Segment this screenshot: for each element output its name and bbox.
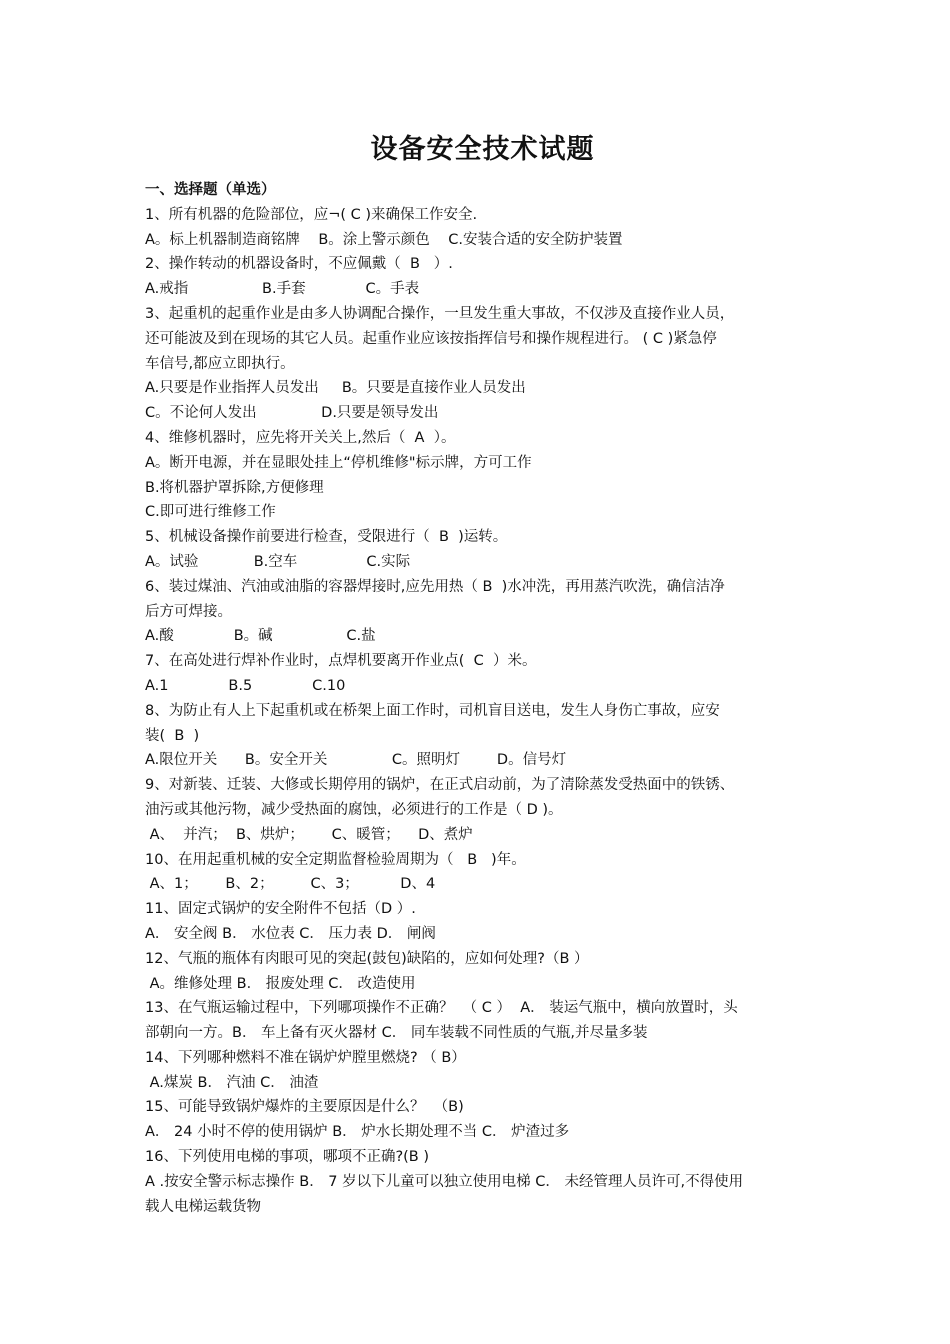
text-line: 7、在高处进行焊补作业时，点焊机要离开作业点( C ）米。 — [145, 653, 537, 670]
text-line: A． 24 小时不停的使用锅炉 B． 炉水长期处理不当 C． 炉渣过多 — [145, 1124, 570, 1141]
text-line: A.酸 B。碱 C.盐 — [145, 628, 376, 645]
text-line: A.限位开关 B。安全开关 C。照明灯 D。信号灯 — [145, 752, 567, 769]
text-line: 15、可能导致锅炉爆炸的主要原因是什么？ （B) — [145, 1099, 464, 1116]
text-line: A。维修处理 B． 报废处理 C． 改造使用 — [145, 975, 416, 992]
document-title: 设备安全技术试题 — [370, 134, 595, 165]
text-line: B.将机器护罩拆除,方便修理 — [145, 479, 324, 496]
text-line: 油污或其他污物，减少受热面的腐蚀，必须进行的工作是（ D )。 — [145, 801, 563, 818]
text-line: 5、机械设备操作前要进行检查，受限进行（ B )运转。 — [145, 529, 508, 546]
text-line: 8、为防止有人上下起重机或在桥架上面工作时，司机盲目送电，发生人身伤亡事故，应安 — [145, 702, 720, 719]
text-line: A． 安全阀 B． 水位表 C． 压力表 D． 闸阀 — [145, 925, 436, 942]
section-heading: 一、选择题（单选） — [145, 182, 276, 198]
text-line: A .按安全警示标志操作 B． 7 岁以下儿童可以独立使用电梯 C． 未经管理人员许可,不得使用 — [145, 1173, 744, 1190]
text-line: C.即可进行维修工作 — [145, 504, 276, 521]
text-line: 还可能波及到在现场的其它人员。起重作业应该按指挥信号和操作规程进行。 ( C )紧急停 — [145, 330, 717, 347]
text-line: 13、在气瓶运输过程中，下列哪项操作不正确？ （ C ） A． 装运气瓶中，横向放置时，头 — [145, 1000, 738, 1017]
text-line: A.1 B.5 C.10 — [145, 677, 346, 694]
text-line: 后方可焊接。 — [145, 603, 232, 620]
text-line: 部朝向一方。B． 车上备有灭火器材 C． 同车装载不同性质的气瓶,并尽量多装 — [145, 1025, 648, 1042]
text-line: C。不论何人发出 D.只要是领导发出 — [145, 405, 439, 422]
text-line: A、 并汽； B、烘炉； C、暖管； D、煮炉 — [145, 826, 473, 843]
question-list — [145, 203, 820, 1220]
text-line: 6、装过煤油、汽油或油脂的容器焊接时,应先用热（ B )水冲洗，再用蒸汽吹洗，确信洁净 — [145, 578, 725, 595]
text-line: 11、固定式锅炉的安全附件不包括（D ）. — [145, 901, 416, 918]
text-line: 14、下列哪种燃料不准在锅炉炉膛里燃烧? （ B） — [145, 1049, 466, 1066]
document-page — [145, 130, 820, 1219]
text-line: 2、操作转动的机器设备时，不应佩戴（ B ）. — [145, 256, 453, 273]
text-line: 车信号,都应立即执行。 — [145, 355, 295, 372]
text-line: A。断开电源，并在显眼处挂上“停机维修"标示牌，方可工作 — [145, 454, 532, 471]
text-line: A.戒指 B.手套 C。手表 — [145, 281, 420, 298]
text-line: 3、起重机的起重作业是由多人协调配合操作，一旦发生重大事故，不仅涉及直接作业人员， — [145, 305, 735, 322]
text-line: 9、对新装、迁装、大修或长期停用的锅炉，在正式启动前，为了清除蒸发受热面中的铁锈、 — [145, 777, 735, 794]
text-line: A。试验 B.空车 C.实际 — [145, 553, 411, 570]
text-line: 1、所有机器的危险部位，应¬( C )来确保工作安全. — [145, 206, 478, 223]
text-line: 12、气瓶的瓶体有肉眼可见的突起(鼓包)缺陷的，应如何处理?（B ） — [145, 950, 589, 967]
text-line: A。标上机器制造商铭牌 B。涂上警示颜色 C.安装合适的安全防护装置 — [145, 231, 623, 248]
text-line: A.只要是作业指挥人员发出 B。只要是直接作业人员发出 — [145, 380, 526, 397]
text-line: 4、维修机器时，应先将开关关上,然后（ A ）。 — [145, 429, 456, 446]
text-line: 16、下列使用电梯的事项，哪项不正确?(B ) — [145, 1149, 430, 1166]
text-line: 10、在用起重机械的安全定期监督检验周期为（ B )年。 — [145, 851, 526, 868]
text-line: 装( B ) — [145, 727, 200, 744]
text-line: 载人电梯运载货物 — [145, 1198, 261, 1215]
text-line: A.煤炭 B． 汽油 C． 油渣 — [145, 1074, 319, 1091]
text-line: A、1； B、2； C、3； D、4 — [145, 876, 436, 893]
